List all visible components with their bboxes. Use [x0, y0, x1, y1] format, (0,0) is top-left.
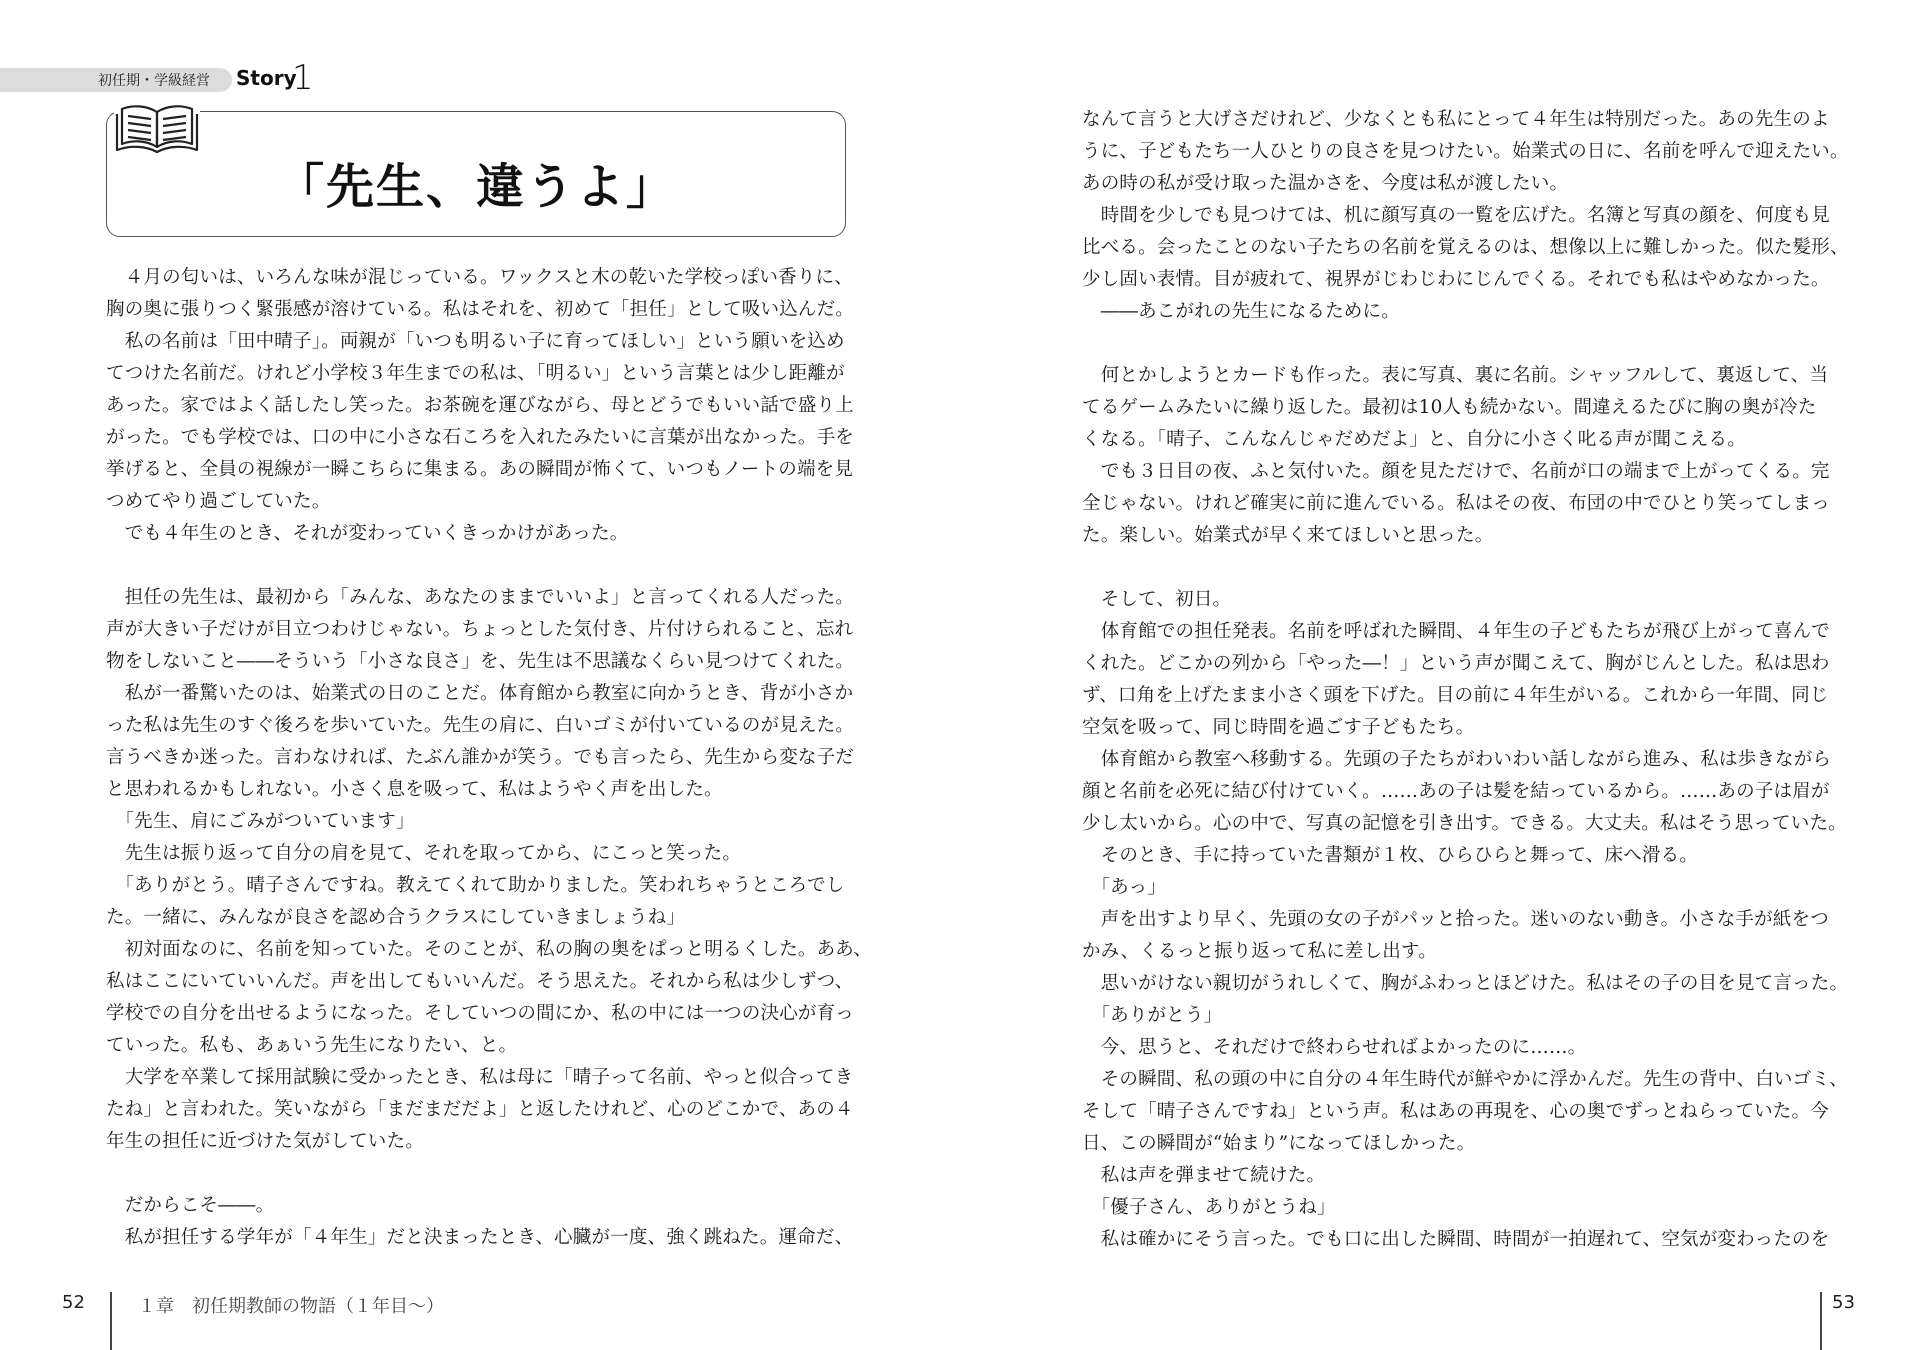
footer-divider-left	[110, 1292, 112, 1350]
text-line: 学校での自分を出せるようになった。そしていつの間にか、私の中には一つの決心が育っ	[106, 1003, 855, 1024]
text-line: 初対面なのに、名前を知っていた。そのことが、私の胸の奥をぱっと明るくした。ああ、	[106, 939, 872, 960]
text-line: 時間を少しでも見つけては、机に顔写真の一覧を広げた。名簿と写真の顔を、何度も見	[1082, 205, 1831, 226]
text-line: 思いがけない親切がうれしくて、胸がふわっとほどけた。私はその子の目を見て言った。	[1082, 973, 1849, 994]
text-line: かみ、くるっと振り返って私に差し出す。	[1082, 941, 1437, 962]
header-category: 初任期・学級経営	[98, 73, 210, 89]
text-line: 私は確かにそう言った。でも口に出した瞬間、時間が一拍遅れて、空気が変わったのを	[1082, 1229, 1830, 1250]
text-line: 物をしないこと――そういう「小さな良さ」を、先生は不思議なくらい見つけてくれた。	[106, 651, 855, 672]
text-line: 大学を卒業して採用試験に受かったとき、私は母に「晴子って名前、やっと似合ってき	[106, 1067, 854, 1088]
paragraph-break	[1082, 552, 1832, 584]
text-line: 挙げると、全員の視線が一瞬こちらに集まる。あの瞬間が怖くて、いつもノートの端を見	[106, 459, 854, 480]
text-line: つめてやり過ごしていた。	[106, 491, 331, 512]
text-line: ――あこがれの先生になるために。	[1082, 301, 1400, 322]
text-line: 「優子さん、ありがとうね」	[1082, 1197, 1336, 1218]
text-line: と思われるかもしれない。小さく息を吸って、私はようやく声を出した。	[106, 779, 723, 800]
text-line: 今、思うと、それだけで終わらせればよかったのに……。	[1082, 1037, 1587, 1058]
text-line: 「ありがとう。晴子さんですね。教えてくれて助かりました。笑われちゃうところでし	[106, 875, 845, 896]
left-page-number: 52	[62, 1292, 85, 1313]
right-page-number: 53	[1832, 1292, 1855, 1313]
text-line: でも４年生のとき、それが変わっていくきっかけがあった。	[106, 523, 629, 544]
text-line: 年生の担任に近づけた気がしていた。	[106, 1131, 424, 1152]
text-line: 担任の先生は、最初から「みんな、あなたのままでいいよ」と言ってくれる人だった。	[106, 587, 855, 608]
text-line: たね」と言われた。笑いながら「まだまだだよ」と返したけれど、心のどこかで、あの４	[106, 1099, 854, 1120]
text-line: 比べる。会ったことのない子たちの名前を覚えるのは、想像以上に難しかった。似た髪形、	[1082, 237, 1849, 258]
paragraph-break	[106, 1158, 856, 1190]
text-line: 私はここにいていいんだ。声を出してもいいんだ。そう思えた。それから私は少しずつ、	[106, 971, 854, 992]
text-line: 空気を吸って、同じ時間を過ごす子どもたち。	[1082, 717, 1475, 738]
open-book-icon	[114, 100, 200, 154]
text-line: 声が大きい子だけが目立つわけじゃない。ちょっとした気付き、片付けられること、忘れ	[106, 619, 854, 640]
footer-divider-right	[1820, 1292, 1822, 1350]
text-line: 「ありがとう」	[1082, 1005, 1223, 1026]
text-line: くなる。「晴子、こんなんじゃだめだよ」と、自分に小さく叱る声が聞こえる。	[1082, 429, 1746, 450]
text-line: 全じゃない。けれど確実に前に進んでいる。私はその夜、布団の中でひとり笑ってしまっ	[1082, 493, 1831, 514]
left-page-body	[106, 262, 872, 1254]
text-line: 胸の奥に張りつく緊張感が溶けている。私はそれを、初めて「担任」として吸い込んだ。	[106, 299, 855, 320]
text-line: 少し固い表情。目が疲れて、視界がじわじわにじんでくる。それでも私はやめなかった。	[1082, 269, 1830, 290]
text-line: 「あっ」	[1082, 877, 1167, 898]
text-line: そして、初日。	[1082, 589, 1232, 610]
text-line: だからこそ――。	[106, 1195, 275, 1216]
text-line: 少し太いから。心の中で、写真の記憶を引き出す。できる。大丈夫。私はそう思っていた。	[1082, 813, 1847, 834]
text-line: その瞬間、私の頭の中に自分の４年生時代が鮮やかに浮かんだ。先生の背中、白いゴミ、	[1082, 1069, 1848, 1090]
text-line: 先生は振り返って自分の肩を見て、それを取ってから、にこっと笑った。	[106, 843, 742, 864]
text-line: ていった。私も、あぁいう先生になりたい、と。	[106, 1035, 518, 1056]
text-line: 言うべきか迷った。言わなければ、たぶん誰かが笑う。でも言ったら、先生から変な子だ	[106, 747, 855, 768]
text-line: くれた。どこかの列から「やった―！」という声が聞こえて、胸がじんとした。私は思わ	[1082, 653, 1830, 674]
paragraph-break	[106, 550, 856, 582]
text-line: ４月の匂いは、いろんな味が混じっている。ワックスと木の乾いた学校っぽい香りに、	[106, 267, 853, 288]
text-line: 私は声を弾ませて続けた。	[1082, 1165, 1326, 1186]
text-line: 私が一番驚いたのは、始業式の日のことだ。体育館から教室に向かうとき、背が小さか	[106, 683, 854, 704]
paragraph-break	[1082, 328, 1832, 360]
right-page-body	[1082, 104, 1849, 1256]
text-line: 声を出すより早く、先頭の女の子がパッと拾った。迷いのない動き。小さな手が紙をつ	[1082, 909, 1829, 930]
text-line: なんて言うと大げさだけれど、少なくとも私にとって４年生は特別だった。あの先生のよ	[1082, 109, 1830, 130]
text-line: った私は先生のすぐ後ろを歩いていた。先生の肩に、白いゴミが付いているのが見えた。	[106, 715, 855, 736]
text-line: 私が担任する学年が「４年生」だと決まったとき、心臓が一度、強く跳ねた。運命だ、	[106, 1227, 854, 1248]
text-line: 何とかしようとカードも作った。表に写真、裏に名前。シャッフルして、裏返して、当	[1082, 365, 1829, 386]
text-line: でも３日目の夜、ふと気付いた。顔を見ただけで、名前が口の端まで上がってくる。完	[1082, 461, 1830, 482]
text-line: あの時の私が受け取った温かさを、今度は私が渡したい。	[1082, 173, 1569, 194]
text-line: てつけた名前だ。けれど小学校３年生までの私は、「明るい」という言葉とは少し距離が	[106, 363, 845, 384]
text-line: 私の名前は「田中晴子」。両親が「いつも明るい子に育ってほしい」という願いを込め	[106, 331, 845, 352]
text-line: 体育館での担任発表。名前を呼ばれた瞬間、４年生の子どもたちが飛び上がって喜んで	[1082, 621, 1831, 642]
text-line: そして「晴子さんですね」という声。私はあの再現を、心の奥でずっとねらっていた。今	[1082, 1101, 1829, 1122]
text-line: そのとき、手に持っていた書類が１枚、ひらひらと舞って、床へ滑る。	[1082, 845, 1698, 866]
text-line: 顔と名前を必死に結び付けていく。……あの子は髪を結っているから。……あの子は眉が	[1082, 781, 1830, 802]
story-title: 「先生、違うよ」	[275, 159, 676, 215]
text-line: ず、口角を上げたまま小さく頭を下げた。目の前に４年生がいる。これから一年間、同じ	[1082, 685, 1829, 706]
text-line: 「先生、肩にごみがついています」	[106, 811, 415, 832]
text-line: がった。でも学校では、口の中に小さな石ころを入れたみたいに言葉が出なかった。手を	[106, 427, 855, 448]
text-line: 日、この瞬間が“始まり”になってほしかった。	[1082, 1133, 1476, 1154]
text-line: 体育館から教室へ移動する。先頭の子たちがわいわい話しながら進み、私は歩きながら	[1082, 749, 1832, 770]
text-line: あった。家ではよく話したし笑った。お茶碗を運びながら、母とどうでもいい話で盛り上	[106, 395, 854, 416]
text-line: た。楽しい。始業式が早く来てほしいと思った。	[1082, 525, 1494, 546]
footer-chapter-title: １章 初任期教師の物語（１年目～）	[138, 1296, 444, 1317]
header-story-number: 1	[292, 58, 314, 98]
text-line: てるゲームみたいに繰り返した。最初は10人も続かない。間違えるたびに胸の奥が冷た	[1082, 397, 1817, 418]
header-story-label: Story	[236, 66, 297, 90]
text-line: た。一緒に、みんなが良さを認め合うクラスにしていきましょうね」	[106, 907, 686, 928]
text-line: うに、子どもたち一人ひとりの良さを見つけたい。始業式の日に、名前を呼んで迎えたい。	[1082, 141, 1849, 162]
